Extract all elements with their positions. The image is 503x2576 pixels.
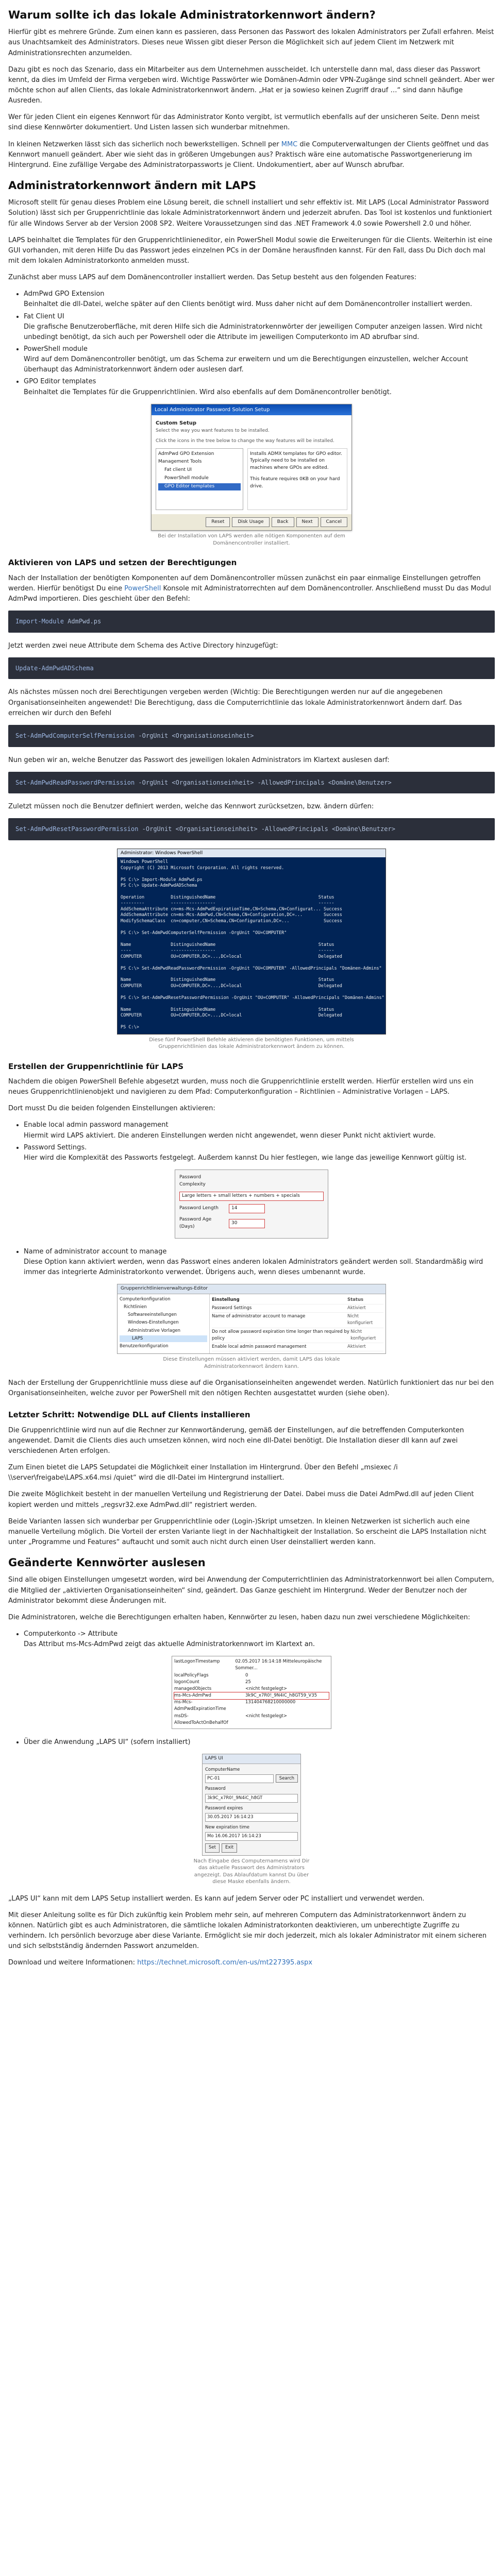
console-line (118, 924, 385, 930)
setup-buttons (152, 514, 351, 531)
paragraph: Jetzt werden zwei neue Attribute dem Schema des Active Directory hinzugefügt: (8, 641, 278, 650)
paragraph: Beide Varianten lassen sich wunderbar per Gruppenrichtlinie oder (Login-)Skript umsetzen. In kleinen Netzwerken ist sicherlich auch eine manuelle Verteilung möglich. Die Vorteil der ersten Variante liegt in der Nachhaltigkeit der Installation. So erscheint die LAPS Installation nicht unter „Programme und Features“ auftaucht und somit auch nicht durch einen User deinstalliert werden kann. (8, 1517, 487, 1546)
desc-size: This feature requires 0KB on your hard drive. (250, 477, 340, 489)
powershell-output (118, 859, 385, 1031)
code-block (8, 818, 495, 840)
attr-key: managedObjects (174, 1686, 212, 1691)
paragraph: Nachdem die obigen PowerShell Befehle abgesetzt wurden, muss noch die Gruppenrichtlinie erstellt werden. Hierfür erstellen wird uns ein neues Gruppenrichtlinienobjekt und navigieren zu dem Pfad: Computerkonfiguration – Richtlinien – Administrative Vorlagen – LAPS. (8, 1077, 474, 1096)
paragraph: Sind alle obigen Einstellungen umgesetzt worden, wird bei Anwendung der Computerrichtlinien das Administratorkennwort bei allen Computern, die Mitglied der „aktivierten Organisationseinheiten“ sind, geändert. Das Ganze geschieht im Hintergrund. Weder der Benutzer noch der Administrator bekommt diese Änderungen mit. (8, 1576, 494, 1605)
code-text: -OrgUnit <Organisationseinheit> -AllowedPrincipals <Domäne\Benutzer> (138, 825, 395, 833)
code-text: -OrgUnit <Organisationseinheit> -AllowedPrincipals <Domäne\Benutzer> (135, 778, 392, 786)
search-row (205, 1773, 298, 1786)
option-name: Computerkonto -> Attribute (24, 1630, 118, 1638)
table-row (174, 1699, 329, 1713)
code-block (8, 725, 495, 747)
console-line: ModifySchemaClass cn=computer,CN=Schema,CN=Configuration,DC=... Success (121, 918, 342, 924)
console-line: PS C:\> Set-AdmPwdResetPasswordPermission -OrgUnit "OU=COMPUTER" -AllowedPrincipals "Domänen-Admins" (121, 995, 384, 1001)
setting-state: Aktiviert (347, 1306, 366, 1311)
setup-heading: Custom Setup (156, 420, 197, 427)
console-line: COMPUTER OU=COMPUTER,DC=...,DC=local Delegated (121, 1013, 342, 1019)
console-line: Name DistinguishedName Status (121, 942, 334, 947)
tree-item[interactable]: Windows-Einstellungen (128, 1320, 179, 1326)
table-row (174, 1672, 329, 1679)
paragraph: Nun geben wir an, welche Benutzer das Passwort des jeweiligen lokalen Administrators im Klartext auslesen darf: (8, 756, 390, 764)
lapsui-title: LAPS UI (203, 1754, 300, 1764)
feature-list (8, 289, 495, 397)
paragraph (8, 573, 495, 604)
paragraph: LAPS beinhaltet die Templates für den Gruppenrichtlinieneditor, ein PowerShell Modul sowie die Erweiterungen für die Clients. Weiterhin ist eine GUI vorhanden, mit deren Hilfe Du das Passwort jedes einzelnen PCs in der Domäne herausfinden kannst. Für den Fall, dass Du Dich doch mal mit dem lokalen Administratorkonto anmelden musst. (8, 236, 493, 265)
length-label: Password Length (179, 1205, 219, 1211)
computername-label: ComputerName (205, 1767, 240, 1772)
disk-usage-button[interactable]: Disk Usage (232, 517, 269, 528)
console-line: ---- ----------------- ------ (121, 948, 334, 954)
setting-name: Do not allow password expiration time longer than required by policy (212, 1329, 349, 1341)
setting-row (179, 1216, 324, 1231)
code-text: -OrgUnit <Organisationseinheit> (135, 732, 254, 739)
lapsui-figure (8, 1754, 495, 1885)
paragraph: Die Administratoren, welche die Berechtigungen erhalten haben, Kennwörter zu lesen, haben dazu nun zwei verschiedene Möglichkeiten: (8, 1613, 471, 1621)
age-input[interactable]: 30 (229, 1219, 265, 1228)
paragraph: Die Gruppenrichtlinie wird nun auf die Rechner zur Kennwortänderung, gemäß der Einstellungen, auf die betreffenden Computerkonten angewendet. Damit die Clients dies auch umsetzen können, wird noch eine dll-Datei benötigt. Die Installation dieser dll kann auf zwei verschiedenen Arten erfolgen. (8, 1426, 464, 1455)
code-block (8, 611, 495, 633)
console-line: --------- ----------------- ------ (121, 901, 334, 906)
setting-desc: Diese Option kann aktiviert werden, wenn das Passwort eines anderen lokalen Administrators geändert werden soll. Standardmäßig wird immer das integrierte Administratorkonto verwendet. Übrigens auch, wenn dieses umbenannt wurde. (24, 1258, 483, 1276)
console-line (118, 972, 385, 977)
attr-value: 3k9C_x7R0!_9N4iC_h8GT59_V35 (245, 1693, 317, 1699)
console-line (118, 989, 385, 995)
feature-desc: Wird auf dem Domänencontroller benötigt, um das Schema zur erweitern und um die Berechtigungen einzustellen, welcher Account überhaupt das Administratorkennwort ändern oder auslesen darf. (24, 355, 468, 374)
tree-item[interactable]: Administrative Vorlagen (128, 1328, 181, 1333)
attr-value: 131404768210000000 (245, 1700, 296, 1705)
settings-list (8, 1120, 495, 1163)
tree-item[interactable]: LAPS (120, 1335, 207, 1342)
console-line: PS C:\> Set-AdmPwdReadPasswordPermission -OrgUnit "OU=COMPUTER" -AllowedPrincipals "Domänen-Admins" (121, 965, 382, 971)
setting-desc: Hier wird die Komplexität des Passworts festgelegt. Außerdem kannst Du hier festlegen, wie lange das jeweilige Kennwort gültig ist. (24, 1154, 467, 1162)
gpo-header (212, 1296, 383, 1304)
heading-dll: Letzter Schritt: Notwendige DLL auf Clients installieren (8, 1410, 250, 1420)
code-keyword: Import-Module (15, 618, 64, 625)
gpo-editor (117, 1284, 386, 1354)
expires-label: Password expires (205, 1805, 243, 1811)
console-line (118, 1001, 385, 1007)
console-line (118, 1019, 385, 1025)
heading-why: Warum sollte ich das lokale Administratorkennwort ändern? (8, 9, 376, 21)
code-keyword: Update-AdmPwdADSchema (15, 664, 94, 672)
password-field[interactable]: 3k9C_x7R0!_9N4iC_h8GT (205, 1794, 298, 1803)
console-line: Operation DistinguishedName Status (121, 894, 334, 900)
console-line: PS C:\> Update-AdmPwdADSchema (121, 883, 197, 888)
paragraph (8, 1958, 495, 1968)
complexity-select[interactable]: Large letters + small letters + numbers + specials (179, 1192, 324, 1201)
col-state: Status (347, 1297, 364, 1302)
feature-name: AdmPwd GPO Extension (24, 290, 105, 298)
set-button[interactable]: Set (205, 1843, 220, 1852)
paragraph: Microsoft stellt für genau dieses Problem eine Lösung bereit, die schnell installiert und sehr effektiv ist. Mit LAPS (Local Administrator Password Solution) lässt sich per Gruppenrichtlinie das lokale Administratorkennwort ändern und jederzeit abrufen. Das Tool ist kostenlos und funktioniert für alle Windows Server ab der Version 2008 SP2. Weitere Voraussetzungen sind das .NET Framework 4.0 sowie Powershell 2.0 und höher. (8, 199, 492, 228)
setup-hint: Click the icons in the tree below to change the way features will be installed. (156, 438, 334, 444)
list-item (24, 312, 495, 343)
download-link[interactable]: https://technet.microsoft.com/en-us/mt227395.aspx (137, 1959, 313, 1967)
reset-button[interactable]: Reset (206, 517, 230, 528)
list-item (24, 1120, 495, 1141)
gpo-tree (118, 1294, 210, 1353)
heading-gpo: Erstellen der Gruppenrichtlinie für LAPS (8, 1061, 184, 1071)
lapsui-window (202, 1754, 301, 1855)
setting-row (179, 1174, 324, 1189)
new-expiration-label: New expiration time (205, 1825, 250, 1831)
length-input[interactable]: 14 (229, 1204, 265, 1213)
lapsui-body (203, 1764, 300, 1855)
setup-figure (8, 404, 495, 547)
code-keyword: Set-AdmPwdReadPasswordPermission (15, 778, 135, 786)
tree-item[interactable]: Fat client UI (164, 467, 192, 473)
password-settings-figure (8, 1170, 495, 1239)
setting-state: Nicht konfiguriert (347, 1314, 373, 1326)
feature-name: GPO Editor templates (24, 378, 96, 386)
options-list (8, 1629, 495, 1650)
complexity-label: Password Complexity (179, 1174, 206, 1187)
age-label: Password Age (Days) (179, 1216, 212, 1229)
figure-caption: Diese fünf PowerShell Befehle aktivieren die benötigten Funktionen, um mittels Gruppenrichtlinien das lokale Administratorkennwort ändern zu können. (149, 1037, 354, 1050)
tree-item[interactable]: AdmPwd GPO Extension (158, 451, 214, 456)
paragraph: Wer für jeden Client ein eigenes Kennwort für das Administrator Konto vergibt, ist vermutlich ebenfalls auf der unsicheren Seite. Denn meist sind diese Kennwörter dokumentiert. Und Listen lassen sich wunderbar mitnehmen. (8, 113, 480, 132)
console-line: Name DistinguishedName Status (121, 977, 334, 983)
feature-desc: Beinhaltet die dll-Datei, welche später auf den Clients benötigt wird. Muss daher nicht auf dem Domänencontroller installiert werden. (24, 300, 473, 309)
powershell-figure (8, 849, 495, 1050)
gpo-columns (118, 1294, 385, 1353)
setting-name: Enable local admin password management (24, 1121, 169, 1129)
console-line (118, 871, 385, 877)
tree-item[interactable]: Softwareeinstellungen (128, 1312, 177, 1318)
figure-caption: Nach Eingabe des Computernamens wird Dir das aktuelle Passwort des Administrators angezeigt. Das Ablaufdatum kannst Du über diese Maske ebenfalls ändern. (193, 1858, 310, 1885)
setup-sub: Select the way you want features to be installed. (156, 428, 270, 433)
code-block (8, 657, 495, 680)
col-name: Einstellung (212, 1297, 240, 1302)
feature-tree (156, 448, 243, 510)
console-line: Windows PowerShell (121, 859, 169, 865)
attr-value: 25 (245, 1679, 251, 1685)
paragraph (8, 140, 495, 171)
gpo-setting-list (210, 1294, 385, 1353)
window-title: Local Administrator Password Solution Setup (152, 404, 351, 416)
settings-list (8, 1247, 495, 1278)
console-line (118, 889, 385, 894)
paragraph: „LAPS UI“ kann mit dem LAPS Setup installiert werden. Es kann auf jedem Server oder PC installiert und verwendet werden. (8, 1894, 425, 1903)
text: Nach der Installation der benötigten Komponenten auf dem Domänencontroller müssen zunächst ein paar einmalige Einstellungen getroffen werden. Hierfür benötigst Du eine (8, 574, 481, 592)
table-row[interactable] (212, 1343, 383, 1351)
paragraph: Mit dieser Anleitung sollte es für Dich zukünftig kein Problem mehr sein, auf mehreren Computern das Administratorkennwort ändern zu können. Natürlich gibt es auch Administratoren, die sämtliche lokalen Administratorkonten deaktivieren, um unberechtigte Zugriffe zu verhindern. Ich persönlich bevorzuge aber diese Variante. Ermöglicht sie mir doch jederzeit, mich als lokaler Administrator mit einem sicheren und sich selbstständig ändernden Passwort anzumelden. (8, 1911, 487, 1951)
attr-value: 02.05.2017 16:14:18 Mitteleuropäische Sommer... (235, 1659, 322, 1671)
attr-value: <nicht festgelegt> (245, 1713, 288, 1719)
attr-key: localPolicyFlags (174, 1672, 209, 1678)
password-label: Password (205, 1786, 226, 1792)
attr-value: 0 (245, 1672, 248, 1678)
attr-key: ms-Mcs-AdmPwdExpirationTime (174, 1700, 226, 1712)
code-keyword: Set-AdmPwdResetPasswordPermission (15, 825, 139, 833)
list-item (24, 1629, 495, 1650)
console-line: COMPUTER OU=COMPUTER,DC=...,DC=local Delegated (121, 983, 342, 989)
tree-item[interactable]: Richtlinien (124, 1304, 147, 1310)
powershell-title: Administrator: Windows PowerShell (118, 849, 385, 857)
heading-read: Geänderte Kennwörter auslesen (8, 1556, 206, 1569)
paragraph: Dort musst Du die beiden folgenden Einstellungen aktivieren: (8, 1105, 215, 1113)
code-text: AdmPwd.ps (63, 618, 102, 625)
setup-columns (156, 448, 347, 510)
search-button[interactable]: Search (276, 1774, 298, 1783)
table-row (174, 1686, 329, 1692)
table-row[interactable] (212, 1313, 383, 1328)
text: In kleinen Netzwerken lässt sich das sicherlich noch bewerkstelligen. Schnell per (8, 140, 281, 148)
mmc-link[interactable]: MMC (281, 140, 298, 148)
powershell-link[interactable]: PowerShell (124, 584, 161, 592)
password-settings-dialog (175, 1170, 328, 1239)
feature-name: Fat Client UI (24, 312, 64, 320)
feature-name: PowerShell module (24, 345, 88, 353)
setting-name: Password Settings (212, 1306, 252, 1311)
console-line: AddSchemaAttribute cn=ms-Mcs-AdmPwd,CN=Schema,CN=Configuration,DC=... Success (121, 912, 342, 918)
feature-desc: Beinhaltet die Templates für die Gruppenrichtlinien. Wird also ebenfalls auf dem Domänencontroller benötigt. (24, 388, 392, 396)
powershell-window (117, 849, 386, 1035)
setting-state: Aktiviert (347, 1344, 366, 1349)
attr-value: <nicht festgelegt> (245, 1686, 288, 1691)
console-line: AddSchemaAttribute cn=ms-Mcs-AdmPwdExpirationTime,CN=Schema,CN=Configurat... Success (121, 906, 342, 912)
lapsui-buttons (205, 1843, 298, 1852)
console-line: PS C:\> (121, 1025, 139, 1030)
tree-item[interactable]: PowerShell module (164, 476, 209, 481)
table-row (174, 1679, 329, 1686)
option-desc: Das Attribut ms-Mcs-AdmPwd zeigt das aktuelle Administratorkennwort im Klartext an. (24, 1640, 315, 1649)
new-expiration-input[interactable]: Mo 16.06.2017 16:14:23 (205, 1832, 298, 1841)
paragraph: Als nächstes müssen noch drei Berechtigungen vergeben werden (Wichtig: Die Berechtigungen werden nur auf die angegebenen Organisationseinheiten angewendet! Die Berechtigung, dass die Computerrichtlinie das lokale Administratorkennwort ändern darf. Das erreichen wir durch den Befehl (8, 688, 462, 717)
options-list (8, 1737, 495, 1748)
setting-desc: Hiermit wird LAPS aktiviert. Die anderen Einstellungen werden nicht angewendet, wenn dieser Punkt nicht aktiviert wurde. (24, 1131, 436, 1140)
paragraph: Zunächst aber muss LAPS auf dem Domänencontroller installiert werden. Das Setup besteht aus den folgenden Features: (8, 274, 417, 282)
text: die Computerverwaltungen der Clients geöffnet und das Kennwort manuell geändert. Aber wie sieht das in größeren Umgebungen aus? Praktisch wäre eine automatische Passwortgenerierung im Hintergrund. Eine zufällige Vergabe des Administratorpassworts je Client. Undokumentiert, aber auf Wunsch abrufbar. (8, 140, 489, 169)
text: Konsole mit Administratorrechten auf dem Domänencontroller. Anschließend musst Du das Modul AdmPwd importieren. Dies geschieht über den Befehl: (8, 584, 491, 603)
heading-laps: Administratorkennwort ändern mit LAPS (8, 179, 257, 192)
table-row[interactable] (212, 1328, 383, 1343)
list-item (24, 377, 495, 397)
attribute-figure (8, 1656, 495, 1729)
text: Download und weitere Informationen: (8, 1959, 138, 1967)
console-line: Copyright (C) 2013 Microsoft Corporation. All rights reserved. (121, 865, 284, 871)
setting-name: Enable local admin password management (212, 1344, 307, 1349)
setting-row (179, 1204, 324, 1213)
tree-item[interactable]: Benutzerkonfiguration (120, 1343, 169, 1349)
console-line: PS C:\> Import-Module AdmPwd.ps (121, 877, 203, 883)
desc-text: Installs ADMX templates for GPO editor. Typically need to be installed on machines where GPOs are edited. (250, 451, 342, 471)
setting-row (179, 1192, 324, 1201)
setting-name: Name of administrator account to manage (212, 1314, 306, 1319)
gpo-title: Gruppenrichtlinienverwaltungs-Editor (118, 1284, 385, 1294)
table-row (174, 1713, 329, 1726)
console-line: Name DistinguishedName Status (121, 1007, 334, 1012)
list-item (24, 1247, 495, 1278)
paragraph: Nach der Erstellung der Gruppenrichtlinie muss diese auf die Organisationseinheiten angewendet werden. Natürlich funktioniert das nur bei den Organisationseinheiten, welche zuvor per PowerShell mit den nötigen Rechten ausgestattet wurden (siehe oben). (8, 1379, 494, 1398)
feature-description (247, 448, 347, 510)
figure-caption: Diese Einstellungen müssen aktiviert werden, damit LAPS das lokale Administratorkennwort ändern kann. (163, 1357, 340, 1369)
setting-name: Name of administrator account to manage (24, 1247, 167, 1256)
code-keyword: Set-AdmPwdComputerSelfPermission (15, 732, 135, 739)
gpo-figure (8, 1284, 495, 1370)
list-item: • Über die Anwendung „LAPS UI“ (sofern installiert) (24, 1737, 495, 1748)
console-line (118, 936, 385, 942)
list-item (24, 289, 495, 310)
paragraph: Dazu gibt es noch das Szenario, dass ein Mitarbeiter aus dem Unternehmen ausscheidet. Ich unterstelle dann mal, dass dieser das Passwort kennt, da dies im Umfeld der Firma vergeben wird. Wichtige Passwörter wie Domänen-Admin oder VPN-Zugänge sind schnell geändert. Aber wer möchte schon auf allen Clients, das lokale Administratorkennwort ändern. „Hat er ja sowieso keinen Zugriff drauf …“ sind dann häufige Ausreden. (8, 65, 495, 105)
back-button[interactable]: Back (272, 517, 294, 528)
attr-key: logonCount (174, 1679, 199, 1685)
setting-state: Nicht konfiguriert (350, 1329, 376, 1341)
paragraph: Zum Einen bietet die LAPS Setupdatei die Möglichkeit einer Installation im Hintergrund. Über den Befehl „msiexec /i \\server\freigabe\LAPS.x64.msi /quiet“ wird die dll-Datei im Hintergrund installiert. (8, 1464, 398, 1482)
list-item (24, 1143, 495, 1163)
table-row (174, 1692, 329, 1699)
tree-item[interactable]: Management Tools (158, 459, 202, 465)
window-body (152, 415, 351, 514)
attr-key: ms-Mcs-AdmPwd (174, 1693, 211, 1699)
paragraph: Zuletzt müssen noch die Benutzer definiert werden, welche das Kennwort zurücksetzen, bzw. ändern dürfen: (8, 803, 374, 811)
heading-activate: Aktivieren von LAPS und setzen der Berechtigungen (8, 558, 237, 568)
setup-window (151, 404, 352, 531)
feature-desc: Die grafische Benutzeroberfläche, mit deren Hilfe sich die Administratorkennwörter der jeweiligen Computer anzeigen lassen. Wird nicht unbedingt benötigt, da sich auch per Powershell oder die Attribute im jeweiligen Computerkonto im AD abrufbar sind. (24, 323, 483, 341)
tree-item[interactable]: GPO Editor templates (158, 483, 241, 490)
code-block (8, 772, 495, 794)
next-button[interactable]: Next (296, 517, 318, 528)
attr-key: msDS-AllowedToActOnBehalfOf (174, 1713, 228, 1725)
cancel-button[interactable]: Cancel (321, 517, 348, 528)
article (0, 8, 503, 1968)
figure-caption: Bei der Installation von LAPS werden alle nötigen Komponenten auf dem Domänencontroller installiert. (158, 533, 345, 546)
list-item (24, 344, 495, 375)
exit-button[interactable]: Exit (222, 1843, 237, 1852)
table-row (174, 1658, 329, 1672)
attr-key: lastLogonTimestamp (174, 1659, 220, 1665)
console-line (118, 960, 385, 965)
tree-item[interactable]: Computerkonfiguration (120, 1296, 171, 1302)
console-line: COMPUTER OU=COMPUTER,DC=...,DC=local Delegated (121, 954, 342, 959)
setting-name: Password Settings. (24, 1143, 87, 1151)
paragraph: Hierfür gibt es mehrere Gründe. Zum einen kann es passieren, dass Personen das Passwort des lokalen Administrators per Zufall erfahren. Meist aus Unachtsamkeit des Administrators. Dieses neue Wissen gibt dieser Person die Möglichkeit sich auf jedem Client im Netzwerk mit Administrationsrechten anzumelden. (8, 28, 494, 57)
console-line: PS C:\> Set-AdmPwdComputerSelfPermission -OrgUnit "OU=COMPUTER" (121, 930, 287, 936)
paragraph: Die zweite Möglichkeit besteht in der manuellen Verteilung und Registrierung der Datei. Dabei muss die Datei AdmPwd.dll auf jeden Client kopiert werden und mittels „regsvr32.exe AdmPwd.dll“ registriert werden. (8, 1490, 474, 1509)
attribute-editor (172, 1656, 331, 1729)
expires-field: 30.05.2017 16:14:23 (205, 1813, 298, 1822)
computername-input[interactable]: PC-01 (205, 1774, 274, 1783)
table-row[interactable] (212, 1304, 383, 1313)
